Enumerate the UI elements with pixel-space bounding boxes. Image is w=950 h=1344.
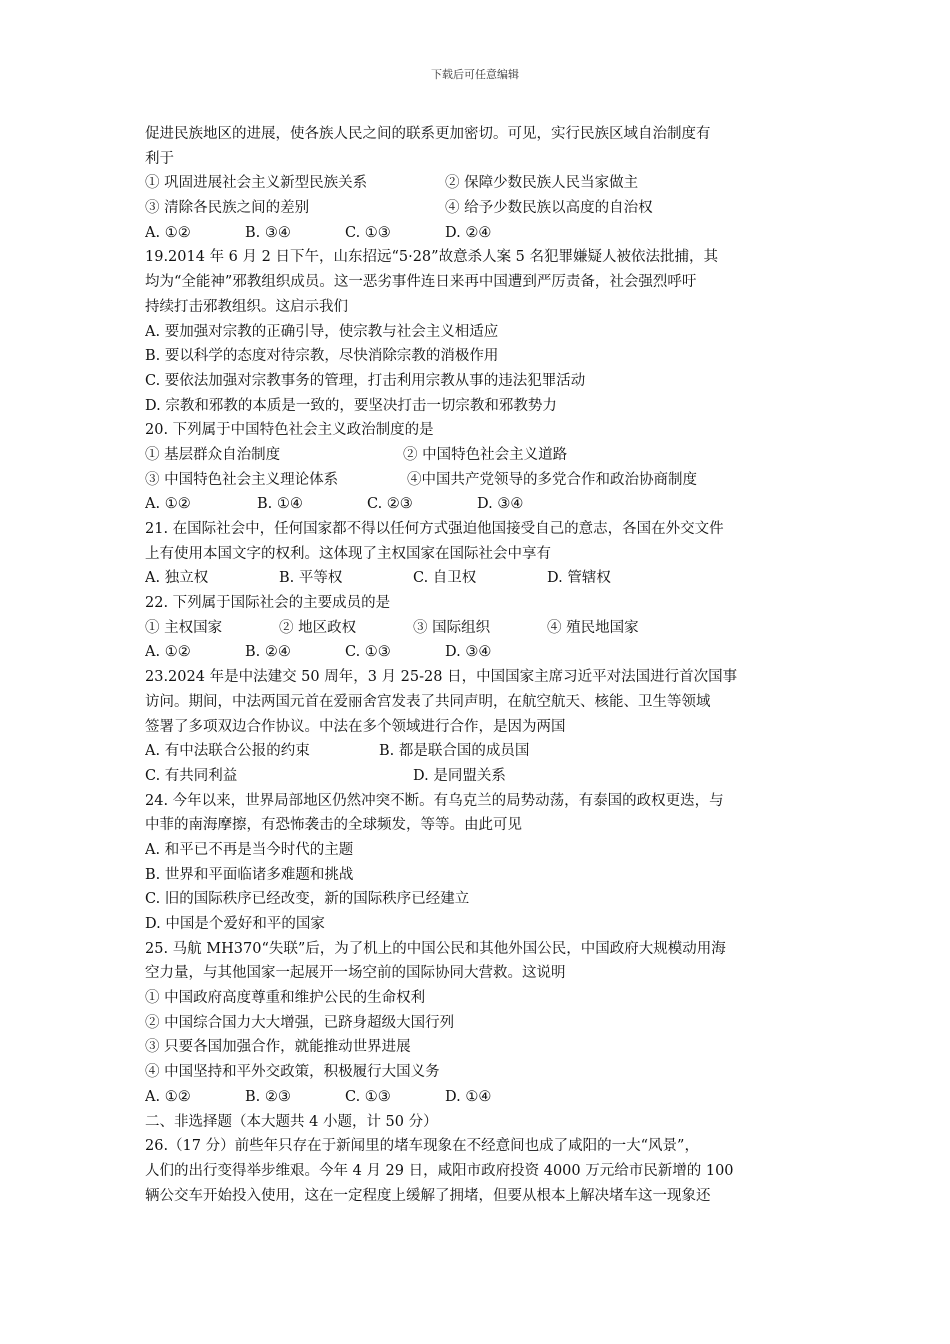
- option-row: [145, 468, 815, 493]
- text-line: 辆公交车开始投入使用，这在一定程度上缓解了拥堵，但要从根本上解决堵车这一现象还: [145, 1187, 711, 1204]
- text-line: B. 世界和平面临诸多难题和挑战: [145, 866, 354, 883]
- answer-option: C. ①③: [345, 224, 391, 241]
- answer-option: A. ①②: [145, 224, 191, 241]
- option-row: [145, 739, 815, 764]
- answer-option: B. 都是联合国的成员国: [379, 743, 530, 760]
- text-line: 访问。期间，中法两国元首在爱丽舍宫发表了共同声明，在航空航天、核能、卫生等领域: [145, 693, 711, 710]
- text-line: 人们的出行变得举步维艰。今年 4 月 29 日，咸阳市政府投资 4000 万元给市民新增的 100: [145, 1162, 734, 1179]
- answer-option: ① 基层群众自治制度: [145, 446, 281, 463]
- text-line: 26.（17 分）前些年只存在于新闻里的堵车现象在不经意间也成了咸阳的一大“风景”，: [145, 1138, 699, 1155]
- answer-option: A. 有中法联合公报的约束: [145, 743, 310, 760]
- text-line: 二、非选择题（本大题共 4 小题，计 50 分）: [145, 1113, 438, 1130]
- text-line: ② 中国综合国力大大增强，已跻身超级大国行列: [145, 1014, 455, 1031]
- option-row: [145, 1085, 815, 1110]
- answer-option: D. ①④: [445, 1088, 492, 1105]
- text-line: 签署了多项双边合作协议。中法在多个领域进行合作，是因为两国: [145, 718, 566, 735]
- text-line: 促进民族地区的进展，使各族人民之间的联系更加密切。可见，实行民族区域自治制度有: [145, 126, 711, 142]
- option-row: [145, 221, 815, 246]
- answer-option: A. ①②: [145, 644, 191, 661]
- answer-option: A. 独立权: [145, 570, 209, 587]
- text-line: 均为“全能神”邪教组织成员。这一恶劣事件连日来再中国遭到严厉责备，社会强烈呼吁: [145, 274, 697, 291]
- option-row: [145, 171, 815, 196]
- option-row: [145, 640, 815, 665]
- text-line: 空力量，与其他国家一起展开一场空前的国际协同大营救。这说明: [145, 965, 566, 982]
- answer-option: ④中国共产党领导的多党合作和政治协商制度: [407, 471, 697, 488]
- answer-option: ③ 中国特色社会主义理论体系: [145, 471, 339, 488]
- text-line: 25. 马航 MH370“失联”后，为了机上的中国公民和其他外国公民，中国政府大规模动用海: [145, 940, 726, 957]
- text-line: 19.2014 年 6 月 2 日下午，山东招远“5·28”故意杀人案 5 名犯罪嫌疑人被依法批捕，其: [145, 249, 719, 266]
- text-line: 20. 下列属于中国特色社会主义政治制度的是: [145, 422, 434, 439]
- answer-option: D. ③④: [477, 496, 524, 513]
- answer-option: ① 巩固进展社会主义新型民族关系: [145, 175, 368, 192]
- answer-option: C. 有共同利益: [145, 767, 238, 784]
- answer-option: C. ②③: [367, 496, 413, 513]
- answer-option: ② 保障少数民族人民当家做主: [445, 175, 639, 192]
- text-line: A. 要加强对宗教的正确引导，使宗教与社会主义相适应: [145, 323, 499, 340]
- text-line: 中菲的南海摩擦，有恐怖袭击的全球频发，等等。由此可见: [145, 817, 522, 834]
- text-line: D. 宗教和邪教的本质是一致的，要坚决打击一切宗教和邪教势力: [145, 397, 557, 414]
- text-line: 22. 下列属于国际社会的主要成员的是: [145, 595, 391, 612]
- text-line: ③ 只要各国加强合作，就能推动世界进展: [145, 1039, 411, 1056]
- option-row: [145, 566, 815, 591]
- option-row: [145, 492, 815, 517]
- document-body: [145, 122, 815, 1208]
- text-line: 上有使用本国文字的权利。这体现了主权国家在国际社会中享有: [145, 545, 551, 562]
- answer-option: B. ②④: [245, 644, 291, 661]
- text-line: ④ 中国坚持和平外交政策，积极履行大国义务: [145, 1064, 440, 1081]
- text-line: C. 要依法加强对宗教事务的管理，打击利用宗教从事的违法犯罪活动: [145, 372, 586, 389]
- text-line: C. 旧的国际秩序已经改变，新的国际秩序已经建立: [145, 891, 470, 908]
- text-line: D. 中国是个爱好和平的国家: [145, 916, 325, 932]
- answer-option: ② 中国特色社会主义道路: [403, 446, 568, 463]
- option-row: [145, 764, 815, 789]
- answer-option: A. ①②: [145, 496, 191, 513]
- answer-option: C. 自卫权: [413, 570, 477, 587]
- answer-option: ④ 给予少数民族以高度的自治权: [445, 200, 653, 217]
- page-header: 下载后可任意编辑: [431, 68, 519, 81]
- answer-option: ③ 清除各民族之间的差别: [145, 200, 310, 217]
- answer-option: ① 主权国家: [145, 619, 223, 636]
- text-line: B. 要以科学的态度对待宗教，尽快消除宗教的消极作用: [145, 348, 499, 365]
- text-line: A. 和平已不再是当今时代的主题: [145, 841, 354, 858]
- text-line: 21. 在国际社会中，任何国家都不得以任何方式强迫他国接受自己的意志，各国在外交文件: [145, 521, 724, 537]
- answer-option: B. ②③: [245, 1088, 291, 1105]
- text-line: 利于: [145, 150, 174, 167]
- answer-option: B. ①④: [257, 496, 303, 513]
- text-line: 24. 今年以来，世界局部地区仍然冲突不断。有乌克兰的局势动荡，有泰国的政权更迭，与: [145, 792, 724, 809]
- answer-option: ③ 国际组织: [413, 619, 491, 636]
- answer-option: D. 是同盟关系: [413, 767, 506, 784]
- answer-option: C. ①③: [345, 644, 391, 661]
- answer-option: D. ②④: [445, 224, 492, 241]
- answer-option: ② 地区政权: [279, 619, 357, 636]
- option-row: [145, 196, 815, 221]
- option-row: [145, 616, 815, 641]
- text-line: 23.2024 年是中法建交 50 周年，3 月 25-28 日，中国国家主席习近平对法国进行首次国事: [145, 669, 738, 686]
- answer-option: D. ③④: [445, 644, 492, 661]
- answer-option: B. 平等权: [279, 570, 343, 587]
- answer-option: A. ①②: [145, 1088, 191, 1105]
- text-line: 持续打击邪教组织。这启示我们: [145, 298, 348, 315]
- answer-option: C. ①③: [345, 1088, 391, 1105]
- answer-option: B. ③④: [245, 224, 291, 241]
- answer-option: ④ 殖民地国家: [547, 619, 639, 636]
- text-line: ① 中国政府高度尊重和维护公民的生命权利: [145, 990, 426, 1007]
- answer-option: D. 管辖权: [547, 570, 611, 587]
- option-row: [145, 443, 815, 468]
